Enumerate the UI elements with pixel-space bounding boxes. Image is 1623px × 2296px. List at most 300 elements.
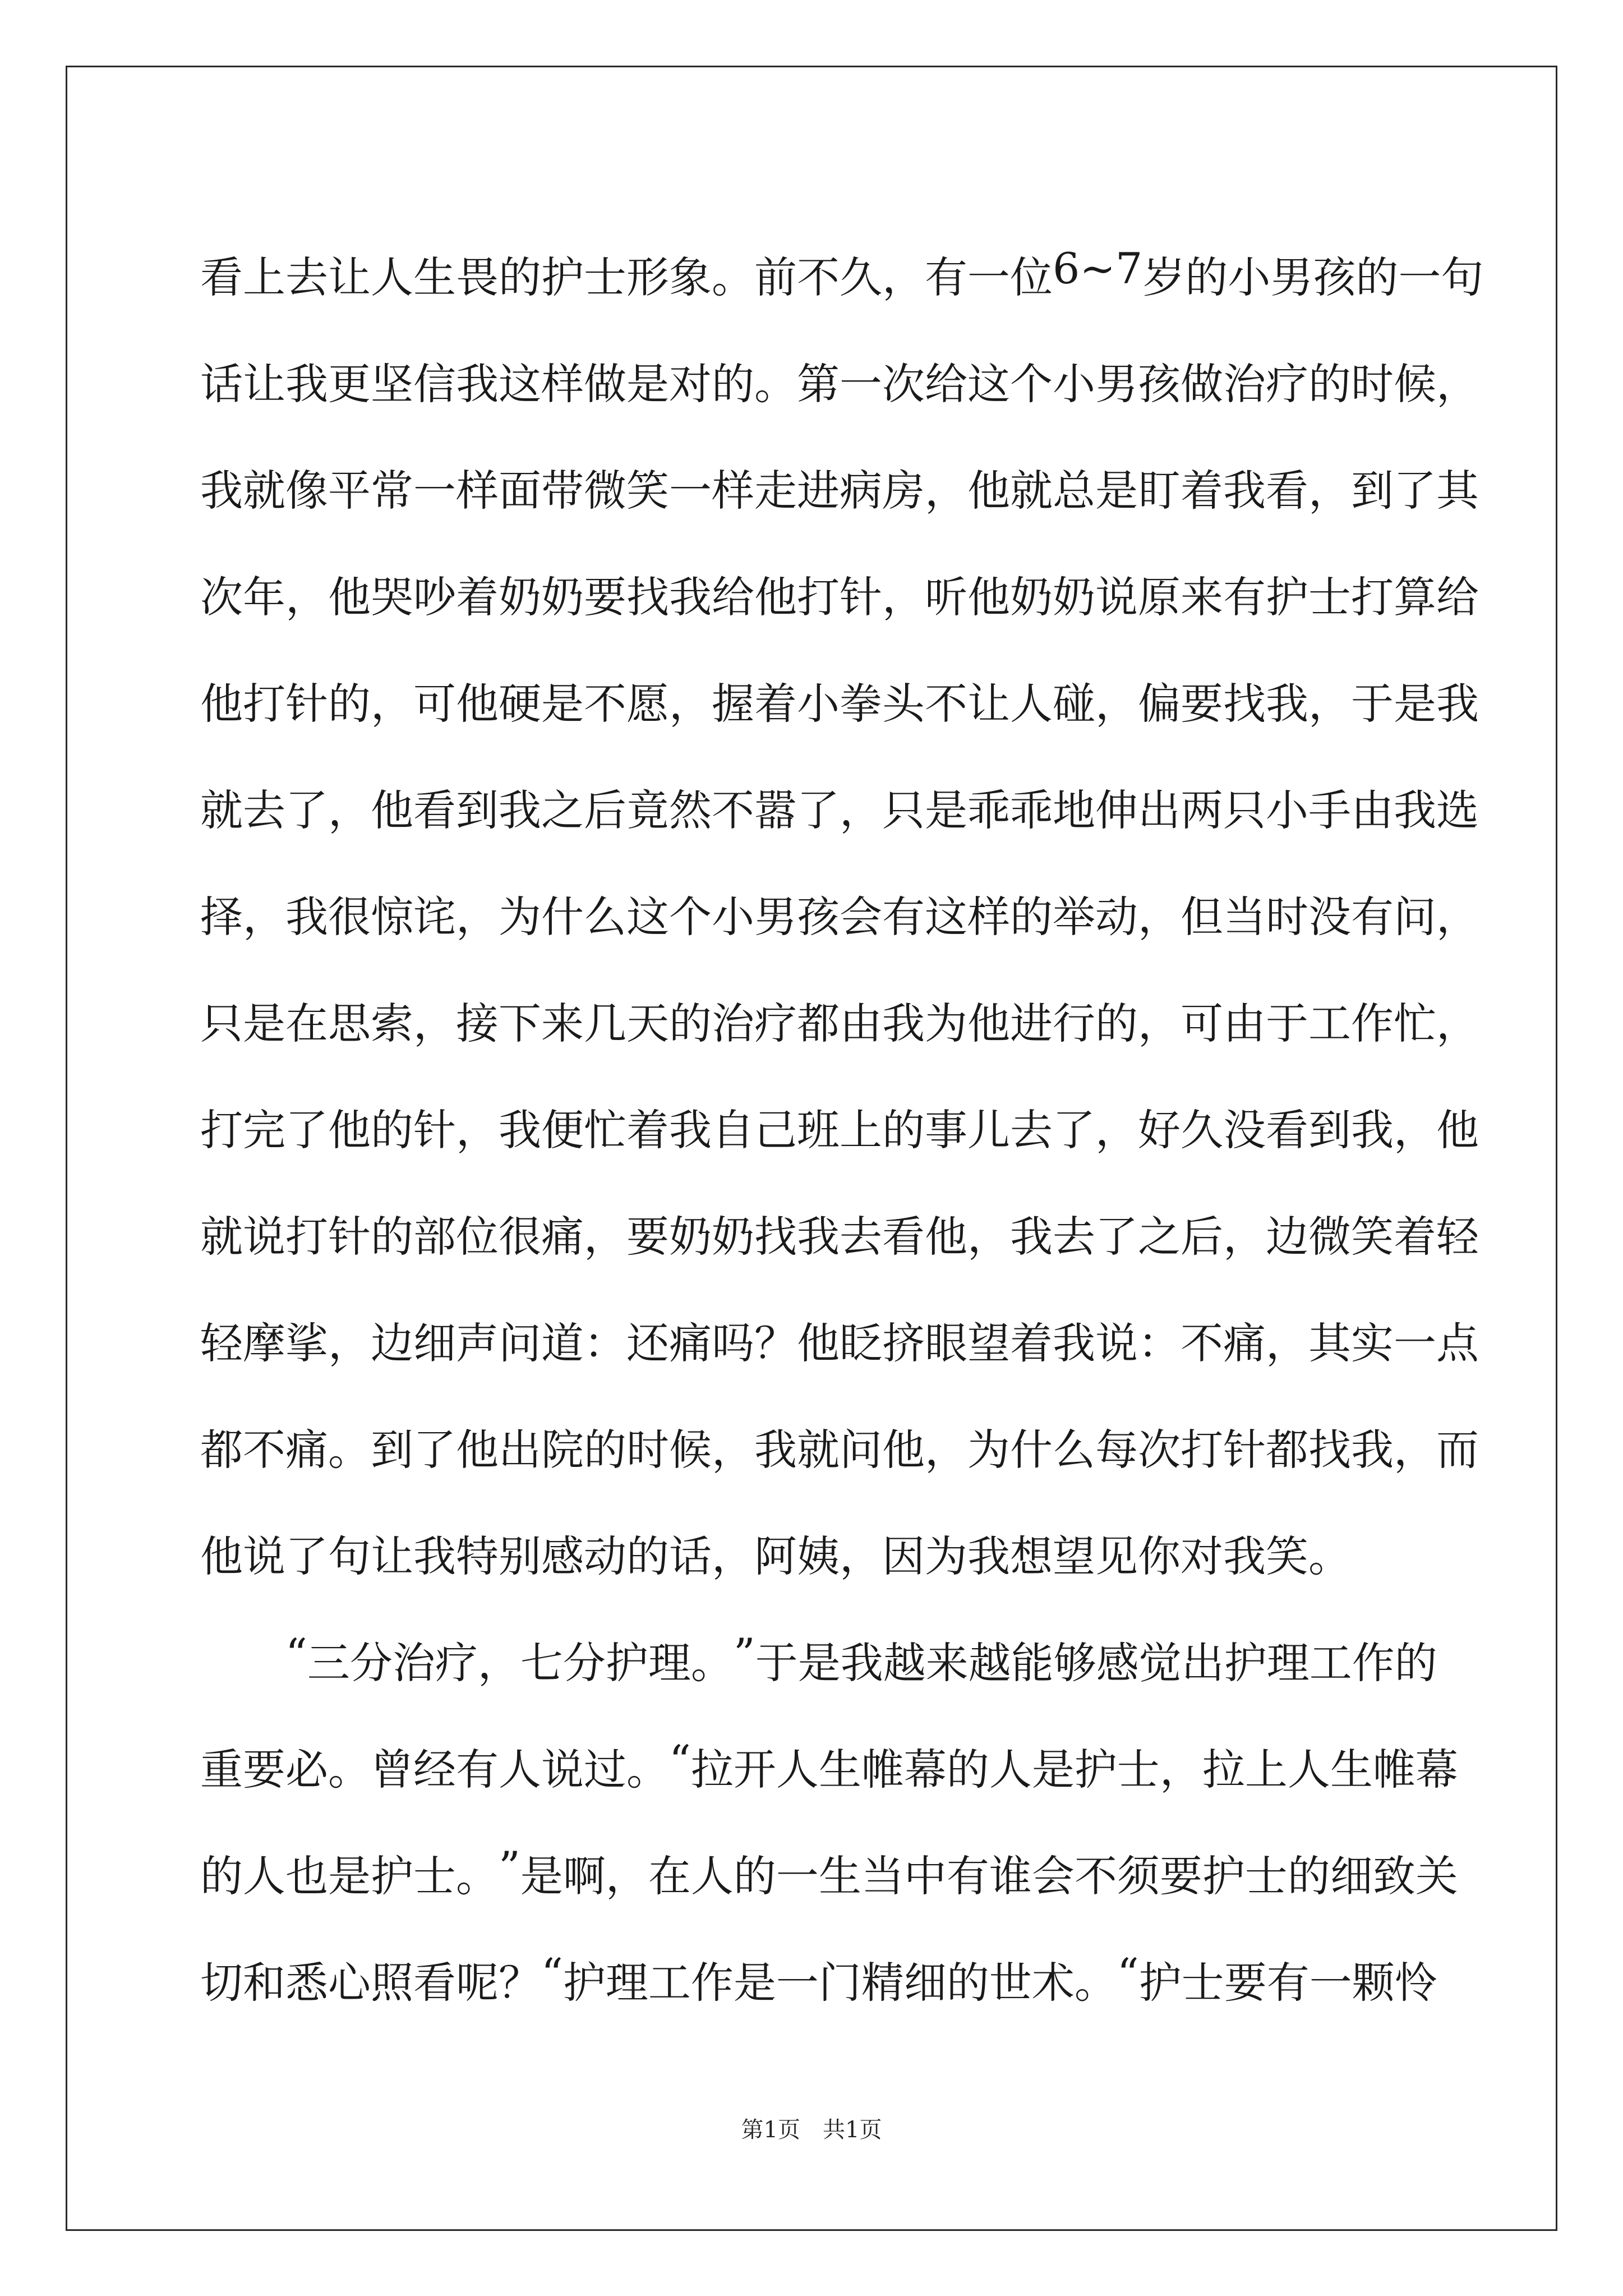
glyph: 门 xyxy=(818,1957,861,2008)
glyph: 护 xyxy=(1266,572,1308,622)
glyph: 上 xyxy=(840,1105,882,1155)
glyph: ， xyxy=(1223,1211,1266,1262)
glyph: 只 xyxy=(882,785,925,835)
glyph: 挲 xyxy=(285,1318,328,1368)
glyph: 头 xyxy=(882,678,925,729)
glyph: 两 xyxy=(1181,785,1223,835)
glyph: 行 xyxy=(1053,998,1095,1048)
text-line xyxy=(200,1286,1479,1393)
glyph: 时 xyxy=(626,1424,669,1475)
glyph: 是 xyxy=(1095,465,1138,516)
glyph: 不 xyxy=(925,678,967,729)
glyph: ， xyxy=(243,891,285,942)
glyph: 象 xyxy=(669,252,712,302)
text-line-content xyxy=(200,776,1479,838)
text-line xyxy=(200,1606,1437,1713)
glyph: 护 xyxy=(1202,1851,1245,1901)
glyph: 谁 xyxy=(989,1851,1032,1901)
glyph: 次 xyxy=(1138,1424,1181,1475)
glyph: 经 xyxy=(413,1744,456,1795)
glyph: 形 xyxy=(626,252,669,302)
glyph: 的 xyxy=(1185,252,1228,302)
glyph: 于 xyxy=(755,1637,798,1688)
glyph: 颗 xyxy=(1352,1957,1395,2008)
glyph: 的 xyxy=(882,1105,925,1155)
body-text xyxy=(200,220,1484,2032)
glyph: 七 xyxy=(520,1637,563,1688)
glyph: 哭 xyxy=(371,572,413,622)
glyph: 要 xyxy=(1181,678,1223,729)
glyph: ， xyxy=(477,1637,520,1688)
glyph: ， xyxy=(1308,678,1351,729)
glyph: 打 xyxy=(1181,1424,1223,1475)
glyph: 来 xyxy=(541,998,584,1048)
glyph: 对 xyxy=(669,358,712,409)
glyph: 的 xyxy=(1287,1851,1330,1901)
glyph: 进 xyxy=(797,465,840,516)
glyph: 下 xyxy=(499,998,541,1048)
glyph: 实 xyxy=(1351,1318,1394,1368)
glyph: 着 xyxy=(1181,465,1223,516)
text-line-content xyxy=(200,243,1484,305)
glyph: 出 xyxy=(1181,1637,1224,1688)
text-line xyxy=(200,1180,1479,1286)
glyph: 生 xyxy=(818,1744,861,1795)
glyph: 能 xyxy=(1011,1637,1054,1688)
glyph: 开 xyxy=(733,1744,776,1795)
glyph: 他 xyxy=(1436,1105,1479,1155)
glyph: 病 xyxy=(840,465,882,516)
glyph: 痛 xyxy=(669,1318,712,1368)
glyph: 了 xyxy=(285,785,328,835)
glyph: 只 xyxy=(1223,785,1266,835)
glyph: 轻 xyxy=(1436,1211,1479,1262)
glyph: 久 xyxy=(840,252,882,302)
glyph: 接 xyxy=(456,998,499,1048)
glyph: 的 xyxy=(371,1211,413,1262)
glyph: 我 xyxy=(1223,465,1266,516)
glyph: 个 xyxy=(669,891,712,942)
glyph: 了 xyxy=(797,785,840,835)
glyph: 样 xyxy=(541,358,584,409)
glyph: 痛 xyxy=(285,1424,328,1475)
glyph: 盯 xyxy=(1138,465,1181,516)
glyph: 思 xyxy=(328,998,371,1048)
glyph: 乖 xyxy=(967,785,1010,835)
glyph: 小 xyxy=(1266,785,1308,835)
text-line-content xyxy=(200,1842,1458,1903)
glyph: 我 xyxy=(1266,678,1308,729)
glyph: 帷 xyxy=(1372,1744,1415,1795)
glyph: 找 xyxy=(754,1211,797,1262)
glyph: 工 xyxy=(648,1957,691,2008)
text-line-content xyxy=(200,457,1479,518)
glyph: 第 xyxy=(797,358,840,409)
glyph: 由 xyxy=(840,998,882,1048)
glyph: 分 xyxy=(562,1637,606,1688)
glyph: 来 xyxy=(925,1637,969,1688)
glyph: 去 xyxy=(1010,1105,1053,1155)
glyph: 么 xyxy=(584,891,626,942)
glyph: 不 xyxy=(243,1424,285,1475)
glyph: 我 xyxy=(1351,1105,1394,1155)
glyph: 着 xyxy=(1010,1318,1053,1368)
glyph: 细 xyxy=(413,1318,456,1368)
glyph: 常 xyxy=(371,465,413,516)
glyph: 是 xyxy=(243,998,285,1048)
glyph: 当 xyxy=(861,1851,904,1901)
glyph: 了 xyxy=(285,1105,328,1155)
glyph: 士 xyxy=(1181,1957,1224,2008)
glyph: 看 xyxy=(1266,465,1308,516)
glyph: 去 xyxy=(285,252,328,302)
glyph: ， xyxy=(1394,1105,1436,1155)
text-line-content xyxy=(200,1096,1479,1157)
glyph: 在 xyxy=(648,1851,691,1901)
glyph: 还 xyxy=(626,1318,669,1368)
glyph: 挤 xyxy=(882,1318,925,1368)
glyph: ， xyxy=(1138,998,1181,1048)
glyph: 他 xyxy=(967,465,1010,516)
glyph: 乖 xyxy=(1010,785,1053,835)
glyph: 说 xyxy=(541,1744,584,1795)
glyph: 致 xyxy=(1372,1851,1415,1901)
glyph: 越 xyxy=(968,1637,1011,1688)
glyph: 眼 xyxy=(925,1318,967,1368)
glyph: 而 xyxy=(1436,1424,1479,1475)
glyph: 的 xyxy=(1308,358,1351,409)
glyph: 他 xyxy=(200,678,243,729)
glyph: 人 xyxy=(989,1744,1032,1795)
glyph: 就 xyxy=(1010,465,1053,516)
glyph: 这 xyxy=(499,358,541,409)
glyph: 打 xyxy=(285,1211,328,1262)
glyph: 护 xyxy=(1074,1744,1117,1795)
glyph: ？ xyxy=(754,1318,797,1368)
glyph: 都 xyxy=(1266,1424,1308,1475)
glyph: 孩 xyxy=(1138,358,1181,409)
glyph: 到 xyxy=(456,785,499,835)
glyph: 细 xyxy=(1330,1851,1373,1901)
glyph: ， xyxy=(1095,1105,1138,1155)
glyph: 分 xyxy=(349,1637,393,1688)
glyph: 愿 xyxy=(626,678,669,729)
glyph: 都 xyxy=(797,998,840,1048)
glyph: 曾 xyxy=(371,1744,413,1795)
glyph: 没 xyxy=(1223,1105,1266,1155)
glyph: 时 xyxy=(1351,358,1394,409)
glyph: 由 xyxy=(1351,785,1394,835)
glyph: 声 xyxy=(456,1318,499,1368)
glyph: 有 xyxy=(1266,1957,1310,2008)
glyph: 要 xyxy=(243,1744,285,1795)
glyph: 事 xyxy=(925,1105,967,1155)
glyph: 次 xyxy=(200,572,243,622)
glyph: 我 xyxy=(285,358,328,409)
glyph: 照 xyxy=(371,1957,413,2008)
glyph: 一 xyxy=(776,1957,819,2008)
glyph: 幕 xyxy=(1415,1744,1458,1795)
glyph: 术 xyxy=(1031,1957,1075,2008)
glyph: ~ xyxy=(1080,243,1116,293)
glyph: 是 xyxy=(925,785,967,835)
glyph: ： xyxy=(584,1318,626,1368)
glyph: 惊 xyxy=(371,891,413,942)
glyph: 的 xyxy=(1010,891,1053,942)
glyph: 是 xyxy=(797,1637,841,1688)
glyph: ， xyxy=(584,1211,626,1262)
glyph: 的 xyxy=(946,1957,989,2008)
glyph: 到 xyxy=(371,1424,413,1475)
glyph: 他 xyxy=(456,678,499,729)
glyph: 须 xyxy=(1117,1851,1160,1901)
glyph: 道 xyxy=(541,1318,584,1368)
glyph: 治 xyxy=(392,1637,435,1688)
glyph: 到 xyxy=(1308,1105,1351,1155)
glyph: 作 xyxy=(1352,1637,1395,1688)
text-line xyxy=(200,540,1479,647)
glyph: 心 xyxy=(328,1957,371,2008)
glyph: ， xyxy=(1266,1318,1308,1368)
glyph: 来 xyxy=(1181,572,1223,622)
glyph: 眨 xyxy=(840,1318,882,1368)
glyph: 奶 xyxy=(669,1211,712,1262)
glyph: 治 xyxy=(712,998,754,1048)
glyph: 前 xyxy=(754,252,797,302)
glyph: 人 xyxy=(1010,678,1053,729)
glyph: 位 xyxy=(1010,252,1053,302)
glyph: 工 xyxy=(1309,1637,1352,1688)
glyph: 过 xyxy=(584,1744,626,1795)
text-line-content xyxy=(200,990,1479,1051)
glyph: ” xyxy=(499,1842,520,1892)
glyph: 我 xyxy=(1436,678,1479,729)
glyph: 畏 xyxy=(456,252,499,302)
text-line xyxy=(200,1926,1437,2032)
glyph: 护 xyxy=(371,1851,413,1901)
glyph: 儿 xyxy=(967,1105,1010,1155)
glyph: 后 xyxy=(584,785,626,835)
text-line xyxy=(200,753,1479,860)
glyph: 是 xyxy=(541,678,584,729)
glyph: 一 xyxy=(776,1851,819,1901)
glyph: 走 xyxy=(754,465,797,516)
glyph: 。 xyxy=(626,1744,669,1795)
text-line xyxy=(200,220,1484,327)
glyph: 动 xyxy=(1095,891,1138,942)
glyph: 有 xyxy=(456,1744,499,1795)
text-line xyxy=(200,1073,1479,1180)
glyph: ， xyxy=(882,572,925,622)
glyph: 会 xyxy=(840,891,882,942)
glyph: 针 xyxy=(328,1211,371,1262)
glyph: 。 xyxy=(328,1744,371,1795)
glyph: 手 xyxy=(1308,785,1351,835)
glyph: 疗 xyxy=(754,998,797,1048)
glyph: 带 xyxy=(541,465,584,516)
glyph: 和 xyxy=(243,1957,285,2008)
glyph: 问 xyxy=(840,1424,882,1475)
glyph: 于 xyxy=(1351,678,1394,729)
glyph: 一 xyxy=(413,465,456,516)
glyph: 理 xyxy=(605,1957,648,2008)
glyph: 看 xyxy=(413,1957,456,2008)
glyph: 小 xyxy=(1228,252,1271,302)
glyph: 男 xyxy=(1270,252,1313,302)
glyph: 做 xyxy=(1181,358,1223,409)
glyph: 是 xyxy=(520,1851,563,1901)
glyph: 我 xyxy=(1053,1318,1095,1368)
glyph: 人 xyxy=(243,1851,285,1901)
glyph: 坚 xyxy=(371,358,413,409)
text-line-content xyxy=(200,1628,1437,1690)
glyph: 为 xyxy=(925,998,967,1048)
glyph: 男 xyxy=(1095,358,1138,409)
glyph: 的 xyxy=(584,1424,626,1475)
glyph: 微 xyxy=(1308,1211,1351,1262)
glyph: 7 xyxy=(1115,243,1143,293)
glyph: ， xyxy=(328,785,371,835)
glyph: 我 xyxy=(456,358,499,409)
glyph: 的 xyxy=(328,678,371,729)
glyph: 关 xyxy=(1415,1851,1458,1901)
glyph: 打 xyxy=(1351,572,1394,622)
glyph: 了 xyxy=(1095,1211,1138,1262)
glyph: 候 xyxy=(1394,358,1436,409)
glyph: 的 xyxy=(1355,252,1399,302)
glyph: 就 xyxy=(200,1211,243,1262)
glyph: 就 xyxy=(243,465,285,516)
glyph: 便 xyxy=(541,1105,584,1155)
glyph: 他 xyxy=(967,998,1010,1048)
glyph: “ xyxy=(1117,1948,1139,1999)
glyph: 我 xyxy=(285,891,328,942)
glyph: 个 xyxy=(1010,358,1053,409)
glyph: 什 xyxy=(1010,1424,1053,1475)
glyph: ， xyxy=(967,1211,1010,1262)
glyph: 奶 xyxy=(499,572,541,622)
text-line-content xyxy=(200,883,1479,944)
glyph: 一 xyxy=(669,465,712,516)
glyph: ： xyxy=(1138,1318,1181,1368)
glyph: 一 xyxy=(1309,1957,1352,2008)
glyph: 么 xyxy=(1053,1424,1095,1475)
glyph: ， xyxy=(669,678,712,729)
glyph: 我 xyxy=(499,785,541,835)
glyph: 吵 xyxy=(413,572,456,622)
glyph: 一 xyxy=(1398,252,1441,302)
glyph: 去 xyxy=(1053,1211,1095,1262)
glyph: 之 xyxy=(1138,1211,1181,1262)
glyph: 句 xyxy=(1441,252,1484,302)
glyph: 吗 xyxy=(712,1318,754,1368)
glyph: 一 xyxy=(840,358,882,409)
glyph: 士 xyxy=(413,1851,456,1901)
glyph: 完 xyxy=(243,1105,285,1155)
glyph: ， xyxy=(456,891,499,942)
glyph: 给 xyxy=(1436,572,1479,622)
glyph: 其 xyxy=(1308,1318,1351,1368)
glyph: 是 xyxy=(1031,1744,1075,1795)
glyph: “ xyxy=(669,1735,691,1786)
glyph: 自 xyxy=(712,1105,754,1155)
glyph: 每 xyxy=(1095,1424,1138,1475)
glyph: 于 xyxy=(1266,998,1308,1048)
text-line xyxy=(200,327,1479,434)
glyph: 边 xyxy=(371,1318,413,1368)
glyph: 然 xyxy=(669,785,712,835)
glyph: 精 xyxy=(861,1957,904,2008)
glyph: 悉 xyxy=(285,1957,328,2008)
glyph: ， xyxy=(456,1105,499,1155)
glyph: 这 xyxy=(967,358,1010,409)
glyph: 。 xyxy=(456,1851,499,1901)
glyph: 三 xyxy=(307,1637,350,1688)
glyph: 士 xyxy=(584,252,626,302)
glyph: 出 xyxy=(499,1424,541,1475)
glyph: 就 xyxy=(797,1424,840,1475)
glyph: 伸 xyxy=(1095,785,1138,835)
glyph: 人 xyxy=(776,1744,819,1795)
glyph: 他 xyxy=(882,1424,925,1475)
glyph: 但 xyxy=(1181,891,1223,942)
glyph: 有 xyxy=(946,1851,989,1901)
glyph: 中 xyxy=(903,1851,947,1901)
glyph: 理 xyxy=(648,1637,691,1688)
glyph: 之 xyxy=(541,785,584,835)
glyph: 说 xyxy=(243,1211,285,1262)
glyph: 他 xyxy=(797,1318,840,1368)
glyph: 小 xyxy=(797,678,840,729)
glyph: 看 xyxy=(1266,1105,1308,1155)
glyph: 的 xyxy=(1095,998,1138,1048)
glyph: 要 xyxy=(626,1211,669,1262)
glyph: 找 xyxy=(1308,1424,1351,1475)
glyph: 让 xyxy=(243,358,285,409)
glyph: 就 xyxy=(200,785,243,835)
glyph: 总 xyxy=(1053,465,1095,516)
glyph: 的 xyxy=(1394,1637,1437,1688)
glyph: 笑 xyxy=(626,465,669,516)
glyph: 小 xyxy=(712,891,754,942)
glyph: 会 xyxy=(1031,1851,1075,1901)
glyph: 生 xyxy=(413,252,456,302)
glyph: 理 xyxy=(1266,1637,1310,1688)
glyph: 为 xyxy=(499,891,541,942)
glyph: 我 xyxy=(754,1424,797,1475)
glyph: 院 xyxy=(541,1424,584,1475)
glyph: 着 xyxy=(456,572,499,622)
glyph: 打 xyxy=(243,678,285,729)
glyph: ？ xyxy=(499,1957,541,2008)
text-line xyxy=(200,1819,1458,1926)
glyph: 治 xyxy=(1223,358,1266,409)
glyph: 看 xyxy=(413,785,456,835)
glyph: 我 xyxy=(499,1105,541,1155)
glyph: 的 xyxy=(712,358,754,409)
glyph: 他 xyxy=(456,1424,499,1475)
glyph: 平 xyxy=(328,465,371,516)
glyph: 诧 xyxy=(413,891,456,942)
glyph: 有 xyxy=(1351,891,1394,942)
glyph: 够 xyxy=(1053,1637,1096,1688)
glyph: 没 xyxy=(1308,891,1351,942)
glyph: 生 xyxy=(1330,1744,1373,1795)
glyph: 拉 xyxy=(1202,1744,1245,1795)
glyph: 嚣 xyxy=(754,785,797,835)
text-line-last-of-paragraph xyxy=(200,1499,1434,1606)
glyph: 微 xyxy=(584,465,626,516)
